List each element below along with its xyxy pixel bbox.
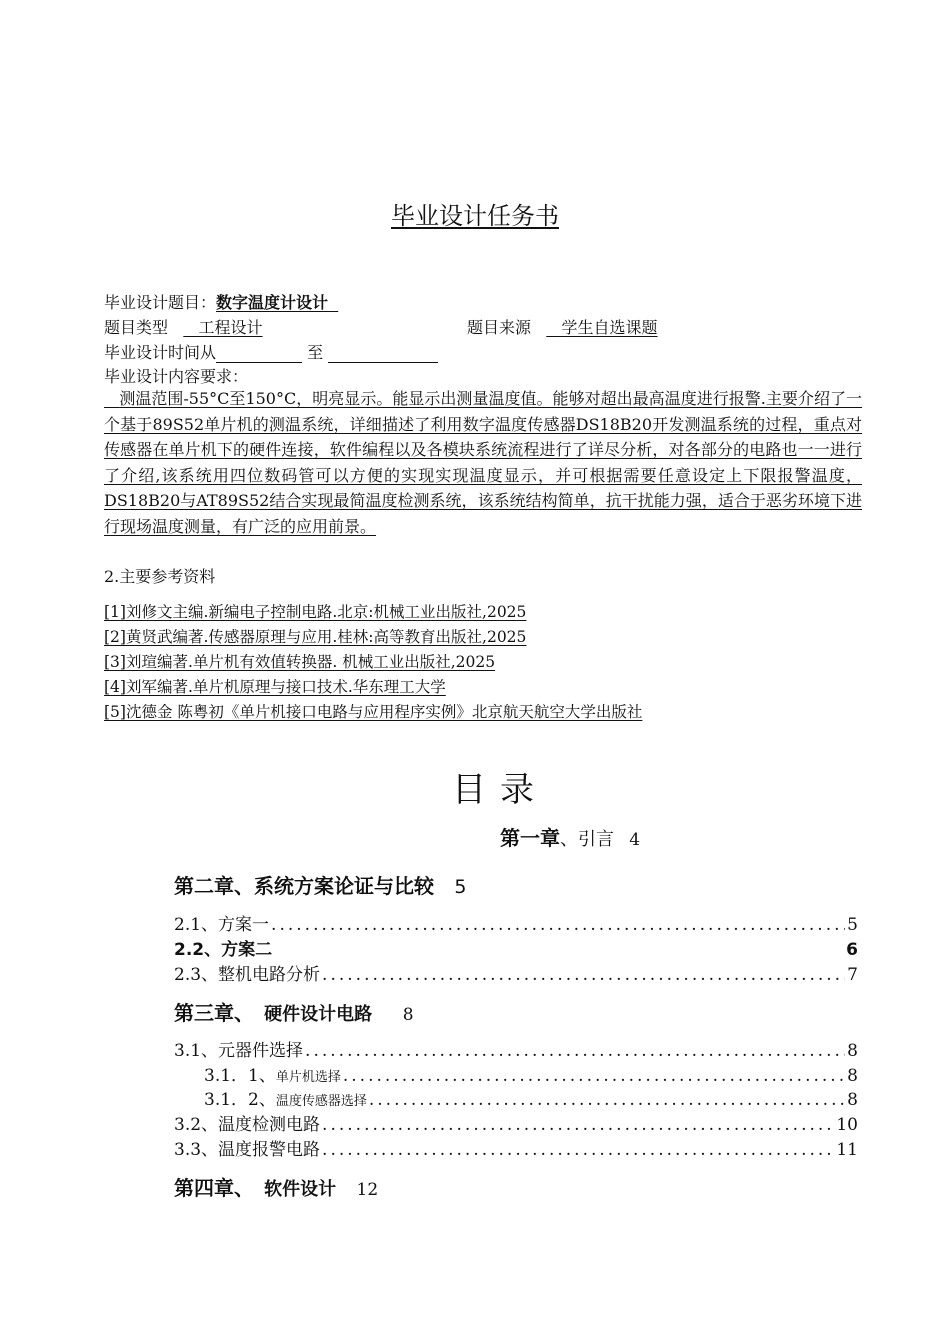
content-label: 毕业设计内容要求：	[104, 367, 249, 386]
ref-item: [4]刘军编著.单片机原理与接口技术.华东理工大学	[104, 678, 446, 696]
toc-chapter-1-label: 第一章	[500, 826, 560, 850]
toc-entry-3-1[interactable]	[174, 1036, 858, 1061]
toc-chapter-3-title: 硬件设计电路	[264, 1004, 373, 1025]
toc-leader	[322, 1140, 834, 1160]
content-text-body: 测温范围-55°C至150°C，明亮显示。能显示出测量温度值。能够对超出最高温度进行报警.主要介绍了一个基于89S52单片机的测温系统，详细描述了利用数字温度传感器DS18B20开发测温系统的过程，重点对传感器在单片机下的硬件连接，软件编程以及各模块系统流程进行了详尽分析，对各部分的电路也一一进行了介绍,该系统用四位数码管可以方便的实现实现温度显示，并可根据需要任意设定上下限报警温度， DS18B20与AT89S52结合实现最简温度检测系统，该系统结构简单，抗干扰能力强，适合于恶劣环境下进行现场温度测量，有广泛的应用前景。	[104, 389, 862, 536]
source-value-field	[546, 315, 756, 338]
toc-entry-2-3[interactable]	[174, 960, 858, 985]
toc-entry-label: 2.1、方案一	[174, 915, 270, 935]
toc-entry-number: 3.1．2、	[204, 1090, 276, 1110]
toc-chapter-2-label: 第二章、系统方案论证与比较	[174, 874, 434, 898]
time-label: 毕业设计时间从	[104, 343, 217, 362]
toc-chapter-1-page: 4	[629, 830, 641, 850]
toc-entry-3-2[interactable]	[174, 1110, 858, 1135]
refs-label: 2.主要参考资料	[104, 567, 216, 586]
ref-item: [2]黄贤武编著.传感器原理与应用.桂林:高等教育出版社,2025	[104, 628, 527, 646]
toc-chapter-4-title: 软件设计	[264, 1179, 337, 1200]
toc-entry-page: 8	[847, 1090, 858, 1110]
time-to-blank	[328, 346, 438, 363]
time-from-blank	[216, 346, 302, 363]
toc-entry-label: 单片机选择	[275, 1070, 341, 1085]
toc-entry-3-3[interactable]	[174, 1135, 858, 1160]
toc-chapter-4-label: 第四章、	[174, 1176, 254, 1200]
topic-label: 毕业设计题目：	[104, 293, 217, 312]
toc-entry-2-2[interactable]	[174, 935, 858, 960]
toc-chapter-2-page: 5	[454, 876, 467, 898]
toc-entry-label: 2.2、方案二	[174, 940, 273, 960]
topic-line	[104, 290, 338, 313]
toc-entry-page: 5	[847, 915, 858, 935]
toc-entry-page: 10	[836, 1115, 858, 1135]
ref-item: [3]刘瑄编著.单片机有效值转换器. 机械工业出版社,2025	[104, 653, 496, 671]
toc-entry-number: 3.1．1、	[204, 1066, 276, 1086]
toc-entry-page: 8	[847, 1041, 858, 1061]
type-value-field	[183, 315, 373, 338]
toc-entry-label: 温度传感器选择	[275, 1094, 367, 1109]
toc-leader	[305, 1041, 845, 1061]
toc-leader	[322, 1115, 834, 1135]
type-label: 题目类型	[104, 318, 169, 337]
type-value: 工程设计	[198, 318, 263, 337]
toc-leader	[271, 915, 845, 935]
toc-chapter-2	[174, 870, 466, 899]
toc-chapter-1-title: 、引言	[560, 829, 614, 850]
toc-chapter-1	[500, 822, 640, 851]
toc-chapter-3-page: 8	[402, 1005, 414, 1025]
toc-chapter-4-page: 12	[356, 1180, 379, 1200]
ref-item: [5]沈德金 陈粤初《单片机接口电路与应用程序实例》北京航天航空大学出版社	[104, 703, 643, 721]
toc-leader	[343, 1066, 845, 1086]
toc-entry-label: 2.3、整机电路分析	[174, 965, 321, 985]
toc-entry-2-1[interactable]	[174, 910, 858, 935]
time-to: 至	[307, 343, 324, 362]
source-label: 题目来源	[467, 318, 532, 337]
toc-entry-label: 3.1、元器件选择	[174, 1041, 304, 1061]
toc-entry-page: 6	[846, 940, 858, 960]
toc-leader	[369, 1090, 845, 1110]
content-text	[104, 386, 862, 539]
topic-value: 数字温度计设计	[216, 293, 329, 312]
toc-entry-page: 8	[847, 1066, 858, 1086]
ref-item: [1]刘修文主编.新编电子控制电路.北京:机械工业出版社,2025	[104, 603, 527, 621]
source-line	[467, 315, 756, 338]
toc-entry-label: 3.3、温度报警电路	[174, 1140, 321, 1160]
type-line	[104, 315, 373, 338]
toc-title: 目录	[452, 770, 548, 810]
toc-entry-page: 11	[836, 1140, 858, 1160]
toc-chapter-3	[174, 997, 414, 1026]
task-title: 毕业设计任务书	[391, 202, 559, 230]
toc-entry-page: 7	[847, 965, 858, 985]
toc-chapter-3-label: 第三章、	[174, 1001, 254, 1025]
toc-entry-3-1-2[interactable]	[204, 1085, 858, 1110]
toc-entry-label: 3.2、温度检测电路	[174, 1115, 321, 1135]
source-value: 学生自选课题	[561, 318, 658, 337]
toc-entry-3-1-1[interactable]	[204, 1061, 858, 1086]
time-line	[104, 340, 438, 363]
toc-chapter-4	[174, 1172, 378, 1201]
toc-leader	[322, 965, 845, 985]
